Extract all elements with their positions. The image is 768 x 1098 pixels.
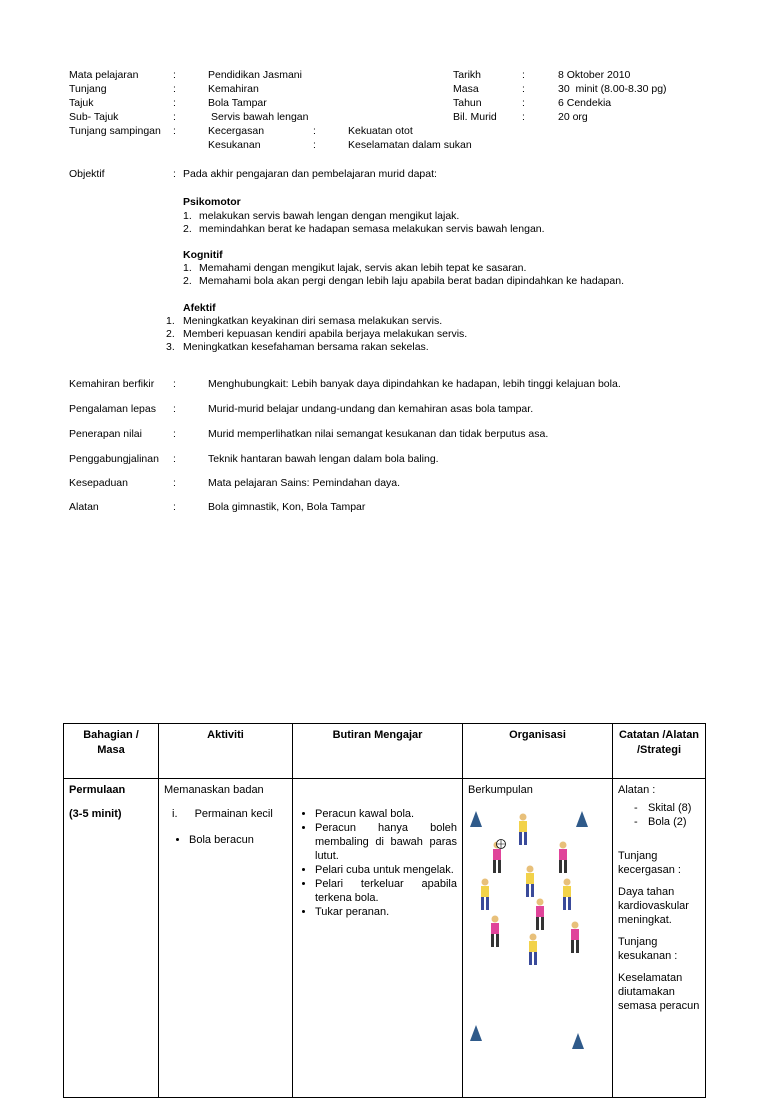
- header-aktiviti: Aktiviti: [159, 724, 293, 779]
- psikomotor-title: Psikomotor: [183, 196, 241, 208]
- cell-bahagian: [64, 779, 159, 1098]
- student-icon: [533, 898, 547, 932]
- afektif-item: Meningkatkan keyakinan diri semasa melakukan servis.: [183, 315, 443, 327]
- afektif-item: Memberi kepuasan kendiri apabila berjaya melakukan servis.: [183, 328, 468, 340]
- value-kesukanan: Kesukanan: [208, 139, 261, 151]
- organisasi-title: Berkumpulan: [468, 784, 533, 796]
- student-icon: [556, 841, 570, 875]
- label-tunjang: Tunjang: [69, 83, 107, 95]
- label-penggabungjalinan: Penggabungjalinan: [69, 453, 159, 465]
- aktiviti-title: Memanaskan badan: [164, 784, 264, 796]
- afektif-title: Afektif: [183, 302, 216, 314]
- student-icon: [488, 915, 502, 949]
- student-icon: [516, 813, 530, 847]
- label-alatan: Alatan: [69, 501, 99, 513]
- table-header-row: [64, 724, 706, 779]
- bahagian-title: Permulaan: [69, 784, 126, 796]
- label-kesepaduan: Kesepaduan: [69, 477, 128, 489]
- psikomotor-item: melakukan servis bawah lengan dengan mengikut lajak.: [199, 210, 460, 222]
- value-bil-murid: 20 org: [558, 111, 588, 123]
- aktiviti-bullet: • Bola beracun: [189, 833, 287, 847]
- value-kekuatan-otot: Kekuatan otot: [348, 125, 413, 137]
- butiran-item: • Peracun hanya boleh membaling di bawah paras lutut.: [315, 821, 457, 863]
- alatan-title: Alatan :: [618, 784, 656, 796]
- value-penggabungjalinan: Teknik hantaran bawah lengan dalam bola baling.: [208, 453, 439, 465]
- header-catatan: Catatan /Alatan /Strategi: [613, 724, 706, 779]
- value-sub-tajuk: Servis bawah lengan: [211, 111, 309, 123]
- header-bahagian: Bahagian / Masa: [64, 724, 159, 779]
- cell-catatan: [613, 779, 706, 1098]
- label-sub-tajuk: Sub- Tajuk: [69, 111, 119, 123]
- cone-icon: [576, 811, 588, 827]
- table-row: [64, 779, 706, 1098]
- header-butiran: Butiran Mengajar: [293, 724, 463, 779]
- student-icon: [526, 933, 540, 967]
- catatan-daya-tahan: Daya tahan kardiovaskular meningkat.: [618, 886, 689, 926]
- student-icon: [568, 921, 582, 955]
- cone-icon: [572, 1033, 584, 1049]
- label-pengalaman-lepas: Pengalaman lepas: [69, 403, 156, 415]
- kognitif-item: Memahami bola akan pergi dengan lebih laju apabila berat badan dipindahkan ke hadapan.: [199, 275, 624, 287]
- student-icon: [523, 865, 537, 899]
- label-mata-pelajaran: Mata pelajaran: [69, 69, 139, 81]
- label-tunjang-sampingan: Tunjang sampingan: [69, 125, 161, 137]
- cone-icon: [470, 1025, 482, 1041]
- psikomotor-item: memindahkan berat ke hadapan semasa melakukan servis bawah lengan.: [199, 223, 545, 235]
- value-tunjang: Kemahiran: [208, 83, 259, 95]
- ball-icon: [496, 839, 506, 849]
- aktiviti-number: i.: [172, 808, 178, 820]
- value-kecergasan: Kecergasan: [208, 125, 265, 137]
- label-tajuk: Tajuk: [69, 97, 94, 109]
- label-kemahiran-berfikir: Kemahiran berfikir: [69, 378, 155, 390]
- label-masa: Masa: [453, 83, 479, 95]
- butiran-item: • Pelari cuba untuk mengelak.: [315, 863, 457, 877]
- value-kesepaduan: Mata pelajaran Sains: Pemindahan daya.: [208, 477, 401, 489]
- alatan-item: - Skital (8): [648, 801, 700, 815]
- organisation-diagram: [468, 803, 607, 1053]
- value-tarikh: 8 Oktober 2010: [558, 69, 631, 81]
- afektif-item: Meningkatkan kesefahaman bersama rakan sekelas.: [183, 341, 429, 353]
- value-tajuk: Bola Tampar: [208, 97, 267, 109]
- label-tahun: Tahun: [453, 97, 482, 109]
- catatan-tunjang-kecergasan: Tunjang kecergasan :: [618, 850, 681, 876]
- student-icon: [560, 878, 574, 912]
- catatan-keselamatan: Keselamatan diutamakan semasa peracun: [618, 972, 700, 1012]
- student-icon: [478, 878, 492, 912]
- value-mata-pelajaran: Pendidikan Jasmani: [208, 69, 302, 81]
- cell-aktiviti: [159, 779, 293, 1098]
- bahagian-masa: (3-5 minit): [69, 808, 122, 820]
- label-penerapan-nilai: Penerapan nilai: [69, 428, 142, 440]
- value-tahun: 6 Cendekia: [558, 97, 612, 109]
- butiran-item: • Tukar peranan.: [315, 905, 457, 919]
- cone-icon: [470, 811, 482, 827]
- cell-butiran: [293, 779, 463, 1098]
- catatan-tunjang-kesukanan: Tunjang kesukanan :: [618, 936, 678, 962]
- aktiviti-item: Permainan kecil: [194, 808, 273, 820]
- objective-intro: Pada akhir pengajaran dan pembelajaran murid dapat:: [183, 168, 437, 180]
- butiran-item: • Pelari terkeluar apabila terkena bola.: [315, 877, 457, 905]
- cell-organisasi: [463, 779, 613, 1098]
- label-bil-murid: Bil. Murid: [453, 111, 497, 123]
- header-organisasi: Organisasi: [463, 724, 613, 779]
- value-masa: 30 minit (8.00-8.30 pg): [558, 83, 667, 95]
- value-penerapan-nilai: Murid memperlihatkan nilai semangat kesukanan dan tidak berputus asa.: [208, 428, 549, 440]
- kognitif-item: Memahami dengan mengikut lajak, servis akan lebih tepat ke sasaran.: [199, 262, 527, 274]
- butiran-item: • Peracun kawal bola.: [315, 807, 457, 821]
- lesson-table: [63, 723, 706, 1098]
- value-alatan: Bola gimnastik, Kon, Bola Tampar: [208, 501, 366, 513]
- value-pengalaman-lepas: Murid-murid belajar undang-undang dan kemahiran asas bola tampar.: [208, 403, 534, 415]
- value-keselamatan: Keselamatan dalam sukan: [348, 139, 472, 151]
- label-tarikh: Tarikh: [453, 69, 482, 81]
- alatan-item: - Bola (2): [648, 815, 700, 829]
- label-objektif: Objektif: [69, 168, 105, 180]
- kognitif-title: Kognitif: [183, 249, 223, 261]
- value-kemahiran-berfikir: Menghubungkait: Lebih banyak daya dipindahkan ke hadapan, lebih tinggi kelajuan bola.: [208, 378, 621, 390]
